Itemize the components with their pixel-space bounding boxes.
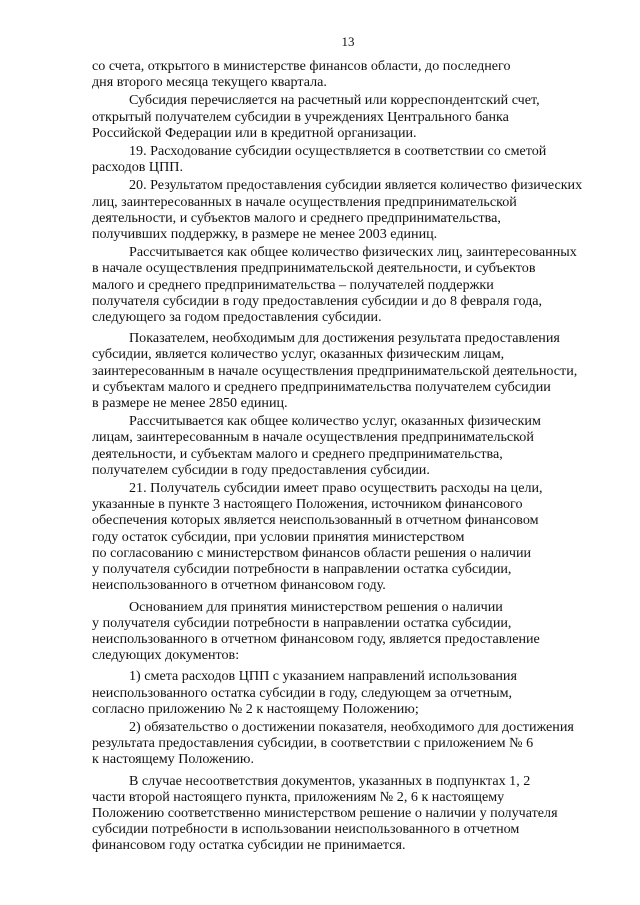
paragraph-2: Субсидия перечисляется на расчетный или корреспондентский счет, открытый получателем субсидии в учреждениях Центрального банка Российской Федерации или в кредитной организации.: [92, 92, 540, 141]
paragraph-8: 21. Получатель субсидии имеет право осуществить расходы на цели, указанные в пункте 3 настоящего Положения, источником финансового обеспечения которых является неиспользованный в отчетном финансовом году остаток субсидии, при условии принятия министерством по согласованию с министерством финансов области решения о наличии у получателя субсидии потребности в направлении остатка субсидии, неиспользованного в отчетном финансовом году.: [92, 480, 543, 594]
paragraph-6: Показателем, необходимым для достижения результата предоставления субсидии, является количество услуг, оказанных физическим лицам, заинтересованным в начале осуществления предпринимательской деятельности, и субъектам малого и среднего предпринимательства получателем субсидии в размере не менее 2850 единиц.: [92, 330, 578, 412]
page-number: 13: [341, 34, 355, 49]
paragraph-9: Основанием для принятия министерством решения о наличии у получателя субсидии потребности в направлении остатка субсидии, неиспользованного в отчетном финансовом году, является предоставление следующих документов:: [92, 598, 540, 664]
paragraph-11: 2) обязательство о достижении показателя, необходимого для достижения результата предоставления субсидии, в соответствии с приложением № 6 к настоящему Положению.: [92, 718, 574, 768]
paragraph-10: 1) смета расходов ЦПП с указанием направлений использования неиспользованного остатка субсидии в году, следующем за отчетным, согласно приложению № 2 к настоящему Положению;: [92, 668, 517, 717]
paragraph-12: В случае несоответствия документов, указанных в подпунктах 1, 2 части второй настоящего пункта, приложениям № 2, 6 к настоящему Положению соответственно министерством решение о наличии у получателя субсидии потребности в использовании неиспользованного в отчетном финансовом году остатка субсидии не принимается.: [92, 772, 558, 854]
paragraph-1: со счета, открытого в министерстве финансов области, до последнего дня второго месяца текущего квартала.: [92, 58, 511, 91]
paragraph-7: Рассчитывается как общее количество услуг, оказанных физическим лицам, заинтересованным в начале осуществления предпринимательской деятельности, и субъектам малого и среднего предпринимательства, получателем субсидии в году предоставления субсидии.: [92, 413, 541, 478]
paragraph-4: 20. Результатом предоставления субсидии является количество физических лиц, заинтересованных в начале осуществления предпринимательской деятельности, и субъектов малого и среднего предпринимательства, получивших поддержку, в размере не менее 2003 единиц.: [92, 177, 583, 243]
paragraph-5: Рассчитывается как общее количество физических лиц, заинтересованных в начале осуществления предпринимательской деятельности, и субъектов малого и среднего предпринимательства – получателей поддержки получателя субсидии в году предоставления субсидии и до 8 февраля года, следующего за годом предоставления субсидии.: [92, 244, 577, 326]
paragraph-3: 19. Расходование субсидии осуществляется в соответствии со сметой расходов ЦПП.: [92, 143, 547, 176]
